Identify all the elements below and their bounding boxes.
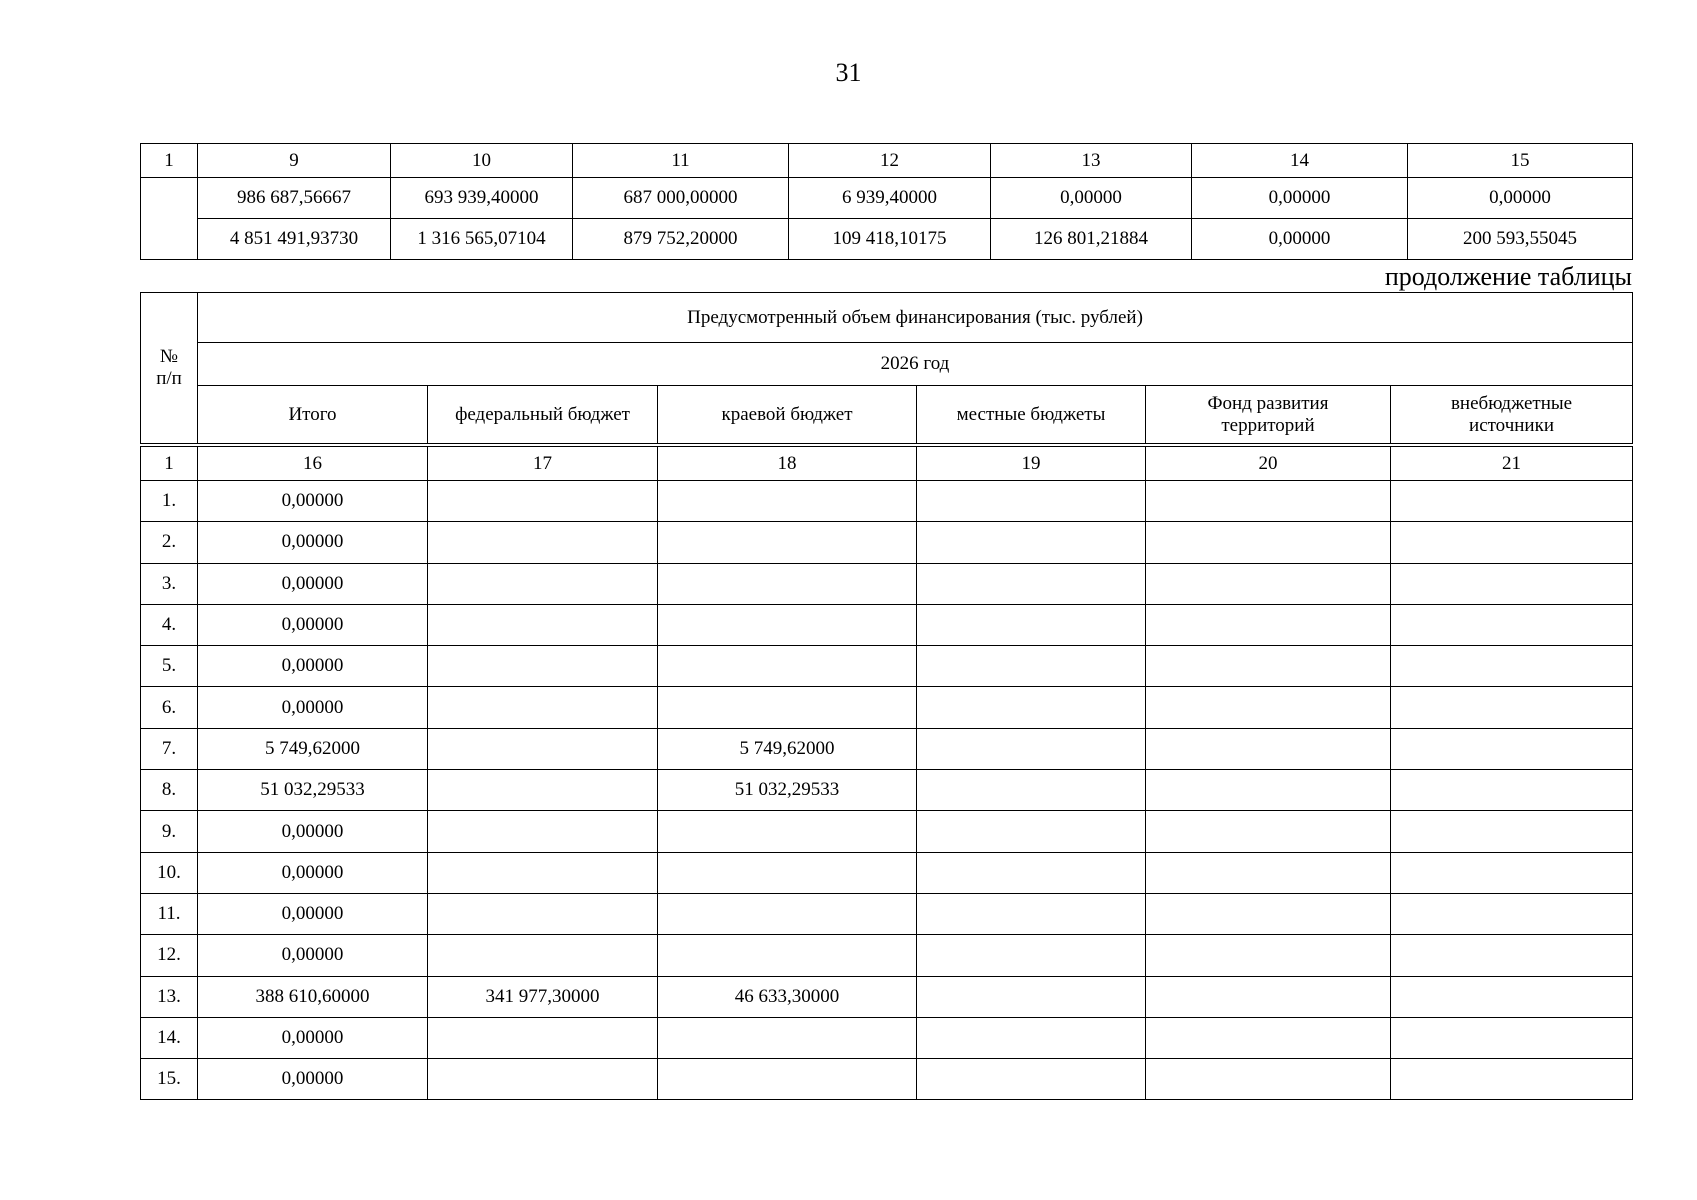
row-number-cell: 3. — [141, 563, 198, 604]
table-cell — [1146, 811, 1391, 852]
table-cell — [1146, 770, 1391, 811]
table-cell — [917, 687, 1146, 728]
table-row — [141, 976, 1633, 1017]
table-row — [141, 852, 1633, 893]
table-cell — [1391, 604, 1633, 645]
top-table-header-row — [141, 144, 1633, 178]
row-number-cell: 12. — [141, 935, 198, 976]
table-cell: 0,00000 — [198, 563, 428, 604]
column-number-row — [141, 447, 1633, 481]
table-cell — [917, 976, 1146, 1017]
table-cell — [917, 811, 1146, 852]
table-row — [141, 893, 1633, 934]
column-number: 18 — [658, 447, 917, 481]
table-cell — [917, 852, 1146, 893]
main-table — [140, 292, 1633, 1100]
table-row — [141, 770, 1633, 811]
table-cell — [1391, 852, 1633, 893]
column-header — [1146, 386, 1391, 444]
table-cell — [658, 893, 917, 934]
table-cell: 0,00000 — [198, 646, 428, 687]
funding-header: Предусмотренный объем финансирования (тыс. рублей) — [198, 293, 1633, 343]
table-cell — [1146, 893, 1391, 934]
column-number: 16 — [198, 447, 428, 481]
table-cell — [428, 604, 658, 645]
table-cell — [658, 481, 917, 522]
table-row — [141, 1059, 1633, 1100]
table-cell — [917, 481, 1146, 522]
table-cell: 0,00000 — [198, 852, 428, 893]
column-header: местные бюджеты — [917, 386, 1146, 444]
continuation-label: продолжение таблицы — [1384, 262, 1632, 291]
table-cell — [917, 604, 1146, 645]
column-header-label: Фонд развития территорий — [1207, 392, 1329, 436]
table-cell — [1146, 604, 1391, 645]
table-cell: 4 851 491,93730 — [198, 219, 391, 260]
table-cell: 341 977,30000 — [428, 976, 658, 1017]
table-cell — [1391, 1059, 1633, 1100]
table-cell — [428, 1017, 658, 1058]
table-cell — [1391, 563, 1633, 604]
table-cell — [428, 811, 658, 852]
table-row — [141, 728, 1633, 769]
top-col-number: 1 — [141, 144, 198, 178]
column-header-label: внебюджетные источники — [1450, 392, 1573, 436]
table-cell — [658, 522, 917, 563]
row-number-cell: 7. — [141, 728, 198, 769]
table-cell — [917, 1017, 1146, 1058]
top-col-number: 15 — [1408, 144, 1633, 178]
table-row — [141, 563, 1633, 604]
main-table-body — [141, 481, 1633, 1100]
table-cell: 51 032,29533 — [198, 770, 428, 811]
table-cell — [917, 563, 1146, 604]
table-cell — [428, 481, 658, 522]
row-number-cell: 4. — [141, 604, 198, 645]
table-row — [141, 522, 1633, 563]
table-cell: 1 316 565,07104 — [391, 219, 573, 260]
table-cell: 0,00000 — [198, 1059, 428, 1100]
table-cell: 0,00000 — [198, 522, 428, 563]
table-cell: 0,00000 — [198, 893, 428, 934]
table-cell — [1146, 687, 1391, 728]
column-number: 20 — [1146, 447, 1391, 481]
table-cell: 879 752,20000 — [573, 219, 789, 260]
table-cell — [917, 728, 1146, 769]
table-row — [141, 604, 1633, 645]
top-col-number: 10 — [391, 144, 573, 178]
table-cell: 0,00000 — [1192, 178, 1408, 219]
table-cell: 109 418,10175 — [789, 219, 991, 260]
table-cell — [1391, 646, 1633, 687]
table-row — [141, 646, 1633, 687]
table-cell: 388 610,60000 — [198, 976, 428, 1017]
column-number: 21 — [1391, 447, 1633, 481]
table-cell — [1391, 728, 1633, 769]
table-cell: 0,00000 — [1192, 219, 1408, 260]
table-cell — [428, 935, 658, 976]
table-cell — [658, 1059, 917, 1100]
row-number-cell: 5. — [141, 646, 198, 687]
row-number-cell: 1. — [141, 481, 198, 522]
table-cell — [428, 646, 658, 687]
column-header: Итого — [198, 386, 428, 444]
table-cell: 0,00000 — [198, 687, 428, 728]
table-row — [141, 178, 1633, 219]
table-cell — [1391, 935, 1633, 976]
table-cell — [1146, 1059, 1391, 1100]
table-cell: 0,00000 — [991, 178, 1192, 219]
table-cell — [1146, 728, 1391, 769]
row-number-cell: 10. — [141, 852, 198, 893]
table-cell — [1146, 481, 1391, 522]
table-row — [141, 687, 1633, 728]
table-row — [141, 811, 1633, 852]
page-number: 31 — [835, 58, 862, 87]
table-cell — [428, 563, 658, 604]
top-col-number: 14 — [1192, 144, 1408, 178]
row-number-cell: 9. — [141, 811, 198, 852]
table-row — [141, 1017, 1633, 1058]
table-cell — [1146, 646, 1391, 687]
table-cell — [917, 1059, 1146, 1100]
table-cell — [1391, 522, 1633, 563]
table-row — [141, 481, 1633, 522]
row-number-cell: 2. — [141, 522, 198, 563]
year-header: 2026 год — [198, 343, 1633, 386]
table-cell — [658, 852, 917, 893]
column-number: 17 — [428, 447, 658, 481]
table-cell: 0,00000 — [198, 604, 428, 645]
header-row-year — [141, 343, 1633, 386]
table-cell: 126 801,21884 — [991, 219, 1192, 260]
table-cell: 51 032,29533 — [658, 770, 917, 811]
row-number-cell: 11. — [141, 893, 198, 934]
table-cell — [658, 604, 917, 645]
table-cell — [1391, 1017, 1633, 1058]
table-cell — [1146, 1017, 1391, 1058]
table-cell — [1146, 976, 1391, 1017]
table-cell — [917, 646, 1146, 687]
table-cell — [428, 728, 658, 769]
table-cell — [658, 563, 917, 604]
table-row — [141, 935, 1633, 976]
number-header-label: № п/п — [156, 346, 182, 389]
table-cell — [917, 522, 1146, 563]
table-cell — [658, 687, 917, 728]
row-number-cell: 8. — [141, 770, 198, 811]
row-number-cell: 13. — [141, 976, 198, 1017]
column-header: краевой бюджет — [658, 386, 917, 444]
top-col-number: 12 — [789, 144, 991, 178]
table-cell — [428, 770, 658, 811]
table-cell: 687 000,00000 — [573, 178, 789, 219]
table-cell — [658, 935, 917, 976]
table-cell — [428, 522, 658, 563]
column-number: 1 — [141, 447, 198, 481]
top-table — [140, 143, 1633, 260]
table-cell — [1391, 976, 1633, 1017]
table-cell — [917, 770, 1146, 811]
table-cell — [1146, 563, 1391, 604]
top-col-number: 11 — [573, 144, 789, 178]
table-cell: 200 593,55045 — [1408, 219, 1633, 260]
table-cell: 5 749,62000 — [198, 728, 428, 769]
table-cell — [1391, 770, 1633, 811]
header-row-columns — [141, 386, 1633, 444]
table-cell — [428, 852, 658, 893]
table-cell: 0,00000 — [1408, 178, 1633, 219]
table-cell — [1391, 687, 1633, 728]
table-cell — [1146, 522, 1391, 563]
table-cell — [428, 687, 658, 728]
table-cell: 0,00000 — [198, 935, 428, 976]
table-cell — [658, 1017, 917, 1058]
table-cell — [428, 1059, 658, 1100]
top-col-number: 9 — [198, 144, 391, 178]
number-header — [141, 293, 198, 444]
table-row — [141, 219, 1633, 260]
row-number-cell — [141, 178, 198, 260]
table-cell — [1391, 893, 1633, 934]
table-cell — [917, 935, 1146, 976]
table-cell: 46 633,30000 — [658, 976, 917, 1017]
column-number: 19 — [917, 447, 1146, 481]
top-col-number: 13 — [991, 144, 1192, 178]
column-header — [1391, 386, 1633, 444]
row-number-cell: 14. — [141, 1017, 198, 1058]
row-number-cell: 6. — [141, 687, 198, 728]
header-row-funding — [141, 293, 1633, 343]
table-cell: 0,00000 — [198, 1017, 428, 1058]
row-number-cell: 15. — [141, 1059, 198, 1100]
table-cell: 0,00000 — [198, 811, 428, 852]
table-cell — [1146, 935, 1391, 976]
table-cell: 693 939,40000 — [391, 178, 573, 219]
table-cell — [917, 893, 1146, 934]
column-header: федеральный бюджет — [428, 386, 658, 444]
table-cell: 986 687,56667 — [198, 178, 391, 219]
table-cell — [1391, 811, 1633, 852]
table-cell: 5 749,62000 — [658, 728, 917, 769]
table-cell — [1391, 481, 1633, 522]
table-cell — [658, 646, 917, 687]
table-cell — [428, 893, 658, 934]
table-cell — [1146, 852, 1391, 893]
table-cell — [658, 811, 917, 852]
table-cell: 0,00000 — [198, 481, 428, 522]
table-cell: 6 939,40000 — [789, 178, 991, 219]
